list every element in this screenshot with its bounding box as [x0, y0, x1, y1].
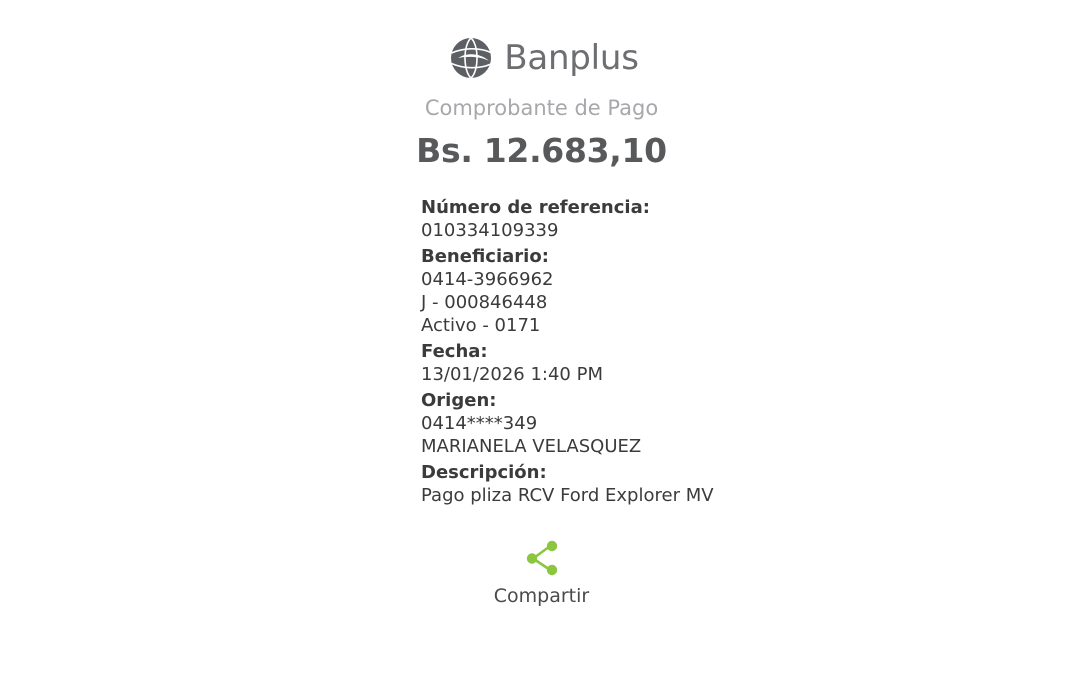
detail-value-reference: 010334109339: [421, 220, 559, 241]
detail-value-description: Pago pliza RCV Ford Explorer MV: [421, 485, 714, 506]
detail-value-beneficiary-account: Activo - 0171: [421, 315, 541, 336]
detail-value-beneficiary-phone: 0414-3966962: [421, 269, 554, 290]
brand-header: [0, 30, 1083, 86]
detail-value-date: 13/01/2026 1:40 PM: [421, 364, 603, 385]
detail-label-reference: Número de referencia:: [421, 197, 650, 218]
detail-label-description: Descripción:: [421, 462, 547, 483]
detail-value-origin-name: MARIANELA VELASQUEZ: [421, 436, 642, 457]
detail-value-beneficiary-id: J - 000846448: [421, 292, 548, 313]
banplus-globe-icon: [444, 31, 498, 85]
detail-value-origin-phone: 0414****349: [421, 413, 538, 434]
detail-label-beneficiary: Beneficiario:: [421, 246, 549, 267]
receipt-amount: Bs. 12.683,10: [416, 131, 667, 170]
share-label: Compartir: [493, 585, 590, 607]
share-button[interactable]: [0, 539, 1083, 607]
receipt-details: [0, 196, 1083, 507]
detail-label-date: Fecha:: [421, 341, 488, 362]
receipt-subtitle: Comprobante de Pago: [424, 96, 659, 120]
brand-name: Banplus: [504, 38, 639, 78]
detail-label-origin: Origen:: [421, 390, 497, 411]
share-icon[interactable]: [522, 539, 562, 577]
